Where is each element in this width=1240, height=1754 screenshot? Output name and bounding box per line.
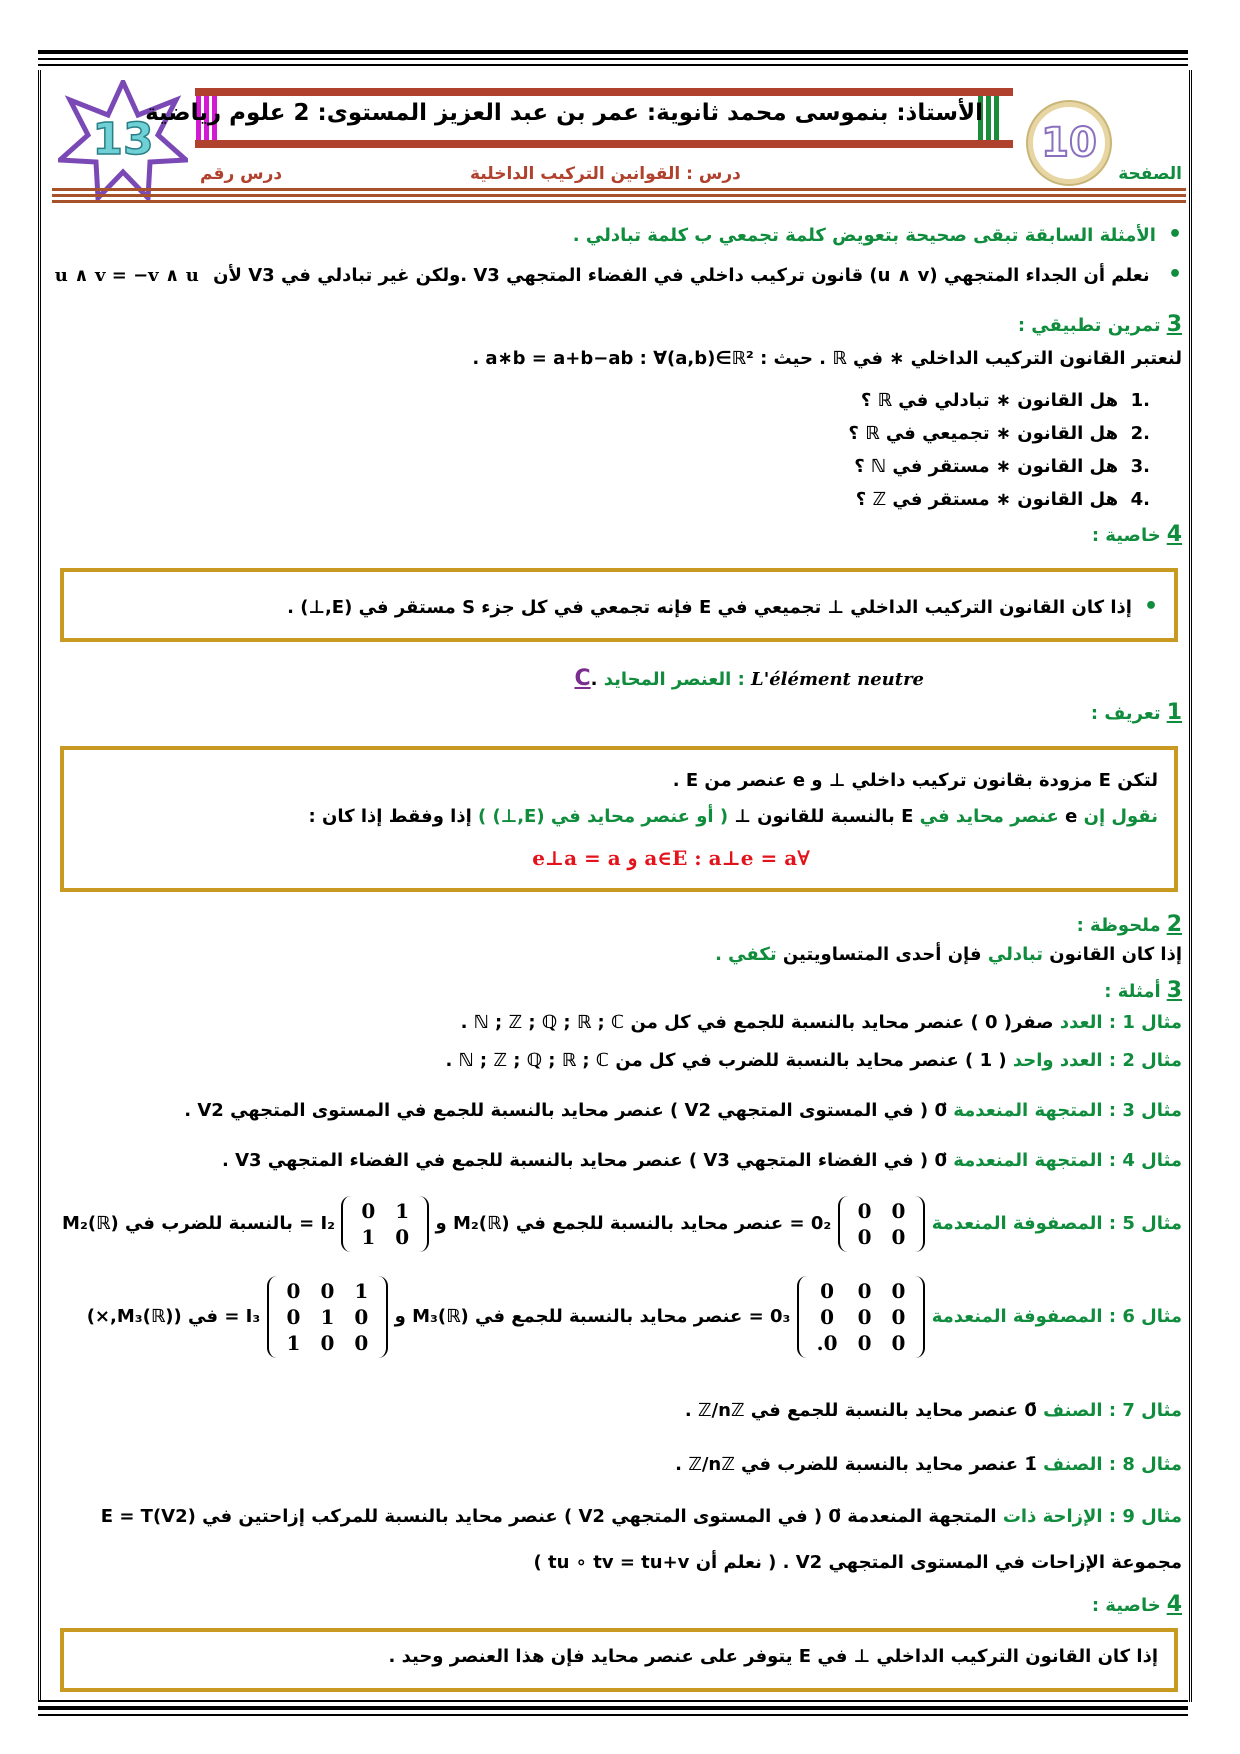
definition-line-1: لتكن E مزودة بقانون تركيب داخلي ⊥ و e عنصر من E .	[672, 770, 1158, 791]
example-9: مثال 9 : الإزاحة ذات المتجهة المنعدمة 0⃗ ( في المستوى المتجهي V2 ) عنصر محايد بالنسبة للمركب إزاحتين في E = T(V2)	[100, 1506, 1182, 1527]
exercise-statement: لنعتبر القانون التركيب الداخلي ∗ في ℝ . حيث : a∗b = a+b−ab : ∀(a,b)∈ℝ² .	[472, 348, 1182, 369]
intro-bullet-2: • نعلم أن الجداء المتجهي (u ∧ v) قانون تركيب داخلي في الفضاء المتجهي V3 .ولكن غير تبادلي في V3 لأن u ∧ v = −v ∧ u	[55, 262, 1182, 287]
example-4: مثال 4 : المتجهة المنعدمة 0⃗ ( في الفضاء المتجهي V3 ) عنصر محايد بالنسبة للجمع في الفضاء المتجهي V3 .	[221, 1150, 1182, 1171]
bottom-rule-2	[38, 1706, 1188, 1710]
exercise-question-4: .4 هل القانون ∗ مستقر في ℤ ؟	[855, 489, 1150, 510]
property1-heading: 4خاصية :	[1091, 522, 1182, 547]
lesson-number-label: درس رقم	[200, 164, 283, 184]
top-rule-3	[38, 64, 1188, 66]
zero-matrix-3: 0 0 0 0 0 0 0 0 0.	[797, 1276, 926, 1358]
exercise-question-1: .1 هل القانون ∗ تبادلي في ℝ ؟	[860, 390, 1150, 411]
example-3: مثال 3 : المتجهة المنعدمة 0⃗ ( في المستوى المتجهي V2 ) عنصر محايد بالنسبة للجمع في المستوى المتجهي V2 .	[184, 1100, 1182, 1121]
lesson-number-badge: 13	[92, 114, 154, 165]
section-c-heading: C. العنصر المحايد : L'élément neutre	[574, 666, 924, 691]
property1-text: • إذا كان القانون التركيب الداخلي ⊥ تجميعي في E فإنه تجمعي في كل جزء S مستقر في (E,⊥) .	[287, 594, 1158, 619]
top-rule-1	[38, 50, 1188, 54]
property2-heading: 4خاصية :	[1091, 1592, 1182, 1617]
definition-heading: 1تعريف :	[1090, 700, 1182, 725]
example-8: مثال 8 : الصنف 1̄ عنصر محايد بالنسبة للضرب في ℤ/nℤ .	[675, 1454, 1182, 1475]
example-2: مثال 2 : العدد واحد ( 1 ) عنصر محايد بالنسبة للضرب في كل من ℕ ; ℤ ; ℚ ; ℝ ; ℂ .	[445, 1050, 1182, 1071]
cross-product-formula: u ∧ v = −v ∧ u	[54, 265, 199, 286]
example-6: مثال 6 : المصفوفة المنعدمة 0 0 0 0 0 0 0 0 0. 0₃ = عنصر محايد بالنسبة للجمع في M₃(ℝ) و 1 0 0 0 1 0 0 0 1 I₃ = في (M₃(ℝ),×)	[87, 1276, 1182, 1358]
header-separator	[52, 188, 1186, 191]
bottom-rule-1	[38, 1700, 1188, 1702]
identity-matrix-3: 1 0 0 0 1 0 0 0 1	[267, 1276, 389, 1358]
examples-heading: 3أمثلة :	[1104, 978, 1182, 1003]
remark-text: إذا كان القانون تبادلي فإن أحدى المتساويتين تكفي .	[715, 944, 1182, 965]
page-label: الصفحة	[1118, 164, 1182, 184]
top-rule-2	[38, 58, 1188, 60]
page-number-badge: 10	[1028, 102, 1110, 184]
header-separator-3	[52, 200, 1186, 203]
exercise-heading: 3تمرين تطبيقي :	[1017, 312, 1182, 337]
example-9-continued: مجموعة الإزاحات في المستوى المتجهي V2 . ( نعلم أن tu ∘ tv = tu+v )	[533, 1552, 1182, 1573]
property2-text: إذا كان القانون التركيب الداخلي ⊥ في E يتوفر على عنصر محايد فإن هذا العنصر وحيد .	[388, 1646, 1158, 1667]
exercise-question-2: .2 هل القانون ∗ تجميعي في ℝ ؟	[848, 423, 1150, 444]
lesson-star-icon	[58, 80, 188, 200]
example-7: مثال 7 : الصنف 0̄ عنصر محايد بالنسبة للجمع في ℤ/nℤ .	[684, 1400, 1182, 1421]
remark-heading: 2ملحوظة :	[1076, 912, 1182, 937]
exercise-question-3: .3 هل القانون ∗ مستقر في ℕ ؟	[854, 456, 1150, 477]
identity-matrix-2: 1 0 0 1	[341, 1196, 429, 1252]
definition-line-2: نقول إن e عنصر محايد في E بالنسبة للقانون ⊥ ( أو عنصر محايد في (E,⊥) ) إذا وفقط إذا كان :	[308, 806, 1158, 827]
intro-bullet-1: • الأمثلة السابقة تبقى صحيحة بتعويض كلمة تجمعي ب كلمة تبادلي .	[573, 222, 1182, 247]
teacher-line: الأستاذ: بنموسى محمد ثانوية: عمر بن عبد العزيز المستوى: 2 علوم رياضية	[145, 100, 983, 126]
neutral-element-formula: ∀a∈E : a⊥e = a و e⊥a = a	[532, 846, 810, 870]
header-band	[145, 88, 1013, 148]
bottom-rule-3	[38, 1714, 1188, 1716]
header-separator-2	[52, 194, 1186, 197]
lesson-title: درس : القوانين التركيب الداخلية	[470, 164, 741, 184]
zero-matrix-2: 0 0 0 0	[838, 1196, 926, 1252]
example-5: مثال 5 : المصفوفة المنعدمة 0 0 0 0 0₂ = عنصر محايد بالنسبة للجمع في M₂(ℝ) و 1 0 0 1 I₂ = بالنسبة للضرب في M₂(ℝ)	[62, 1196, 1182, 1252]
example-1: مثال 1 : العدد صفر( 0 ) عنصر محايد بالنسبة للجمع في كل من ℕ ; ℤ ; ℚ ; ℝ ; ℂ .	[460, 1012, 1182, 1033]
